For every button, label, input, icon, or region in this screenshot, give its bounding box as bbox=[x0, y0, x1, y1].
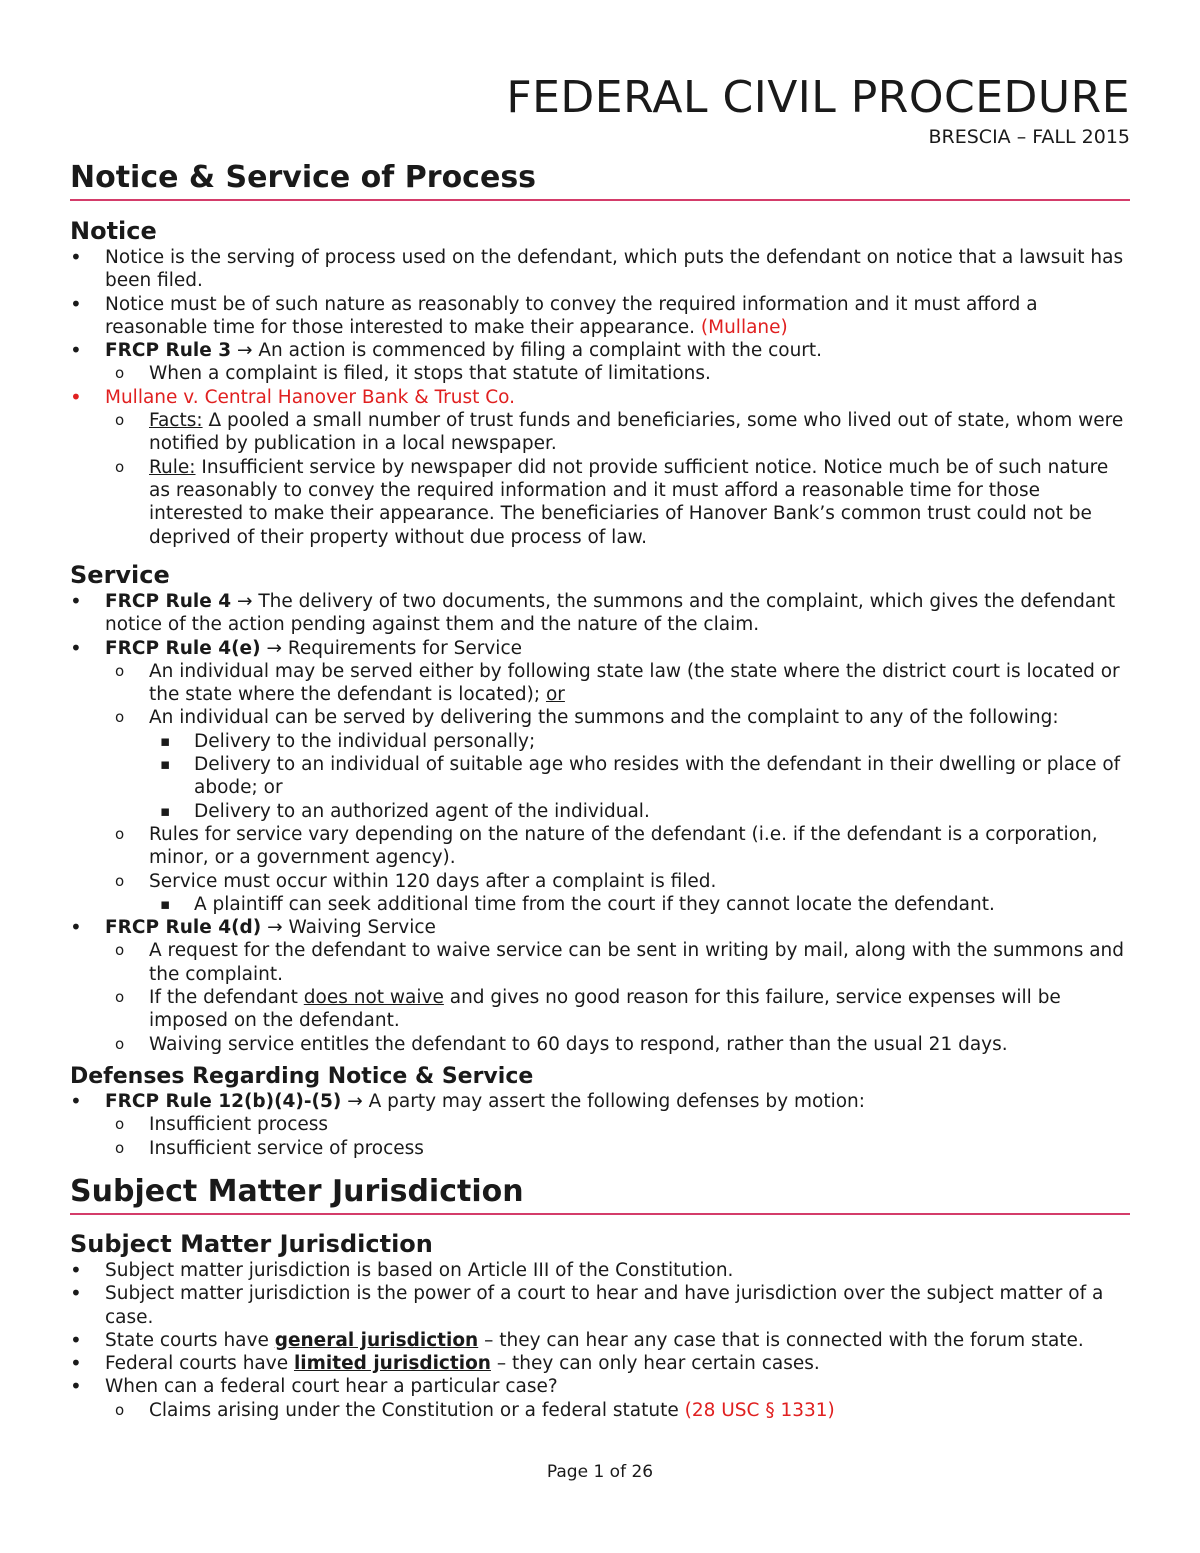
notice-list bbox=[70, 246, 1130, 549]
list-item: o If the defendant does not waive and gives no good reason for this failure, service expenses will be imposed on the defendant. bbox=[70, 986, 1130, 1033]
list-item: • Federal courts have limited jurisdiction – they can only hear certain cases. bbox=[70, 1352, 1130, 1375]
smj-list bbox=[70, 1259, 1130, 1422]
case-citation: (Mullane) bbox=[700, 316, 788, 338]
list-item: • Notice is the serving of process used on the defendant, which puts the defendant on notice that a lawsuit has been filed. bbox=[70, 246, 1130, 293]
service-heading: Service bbox=[70, 561, 170, 589]
list-item: o Insufficient process bbox=[70, 1113, 1130, 1136]
defenses-heading: Defenses Regarding Notice & Service bbox=[70, 1064, 534, 1089]
list-item: • FRCP Rule 4 → The delivery of two documents, the summons and the complaint, which gives the defendant notice of the action pending against them and the nature of the claim. bbox=[70, 590, 1130, 637]
list-item: o Rules for service vary depending on the nature of the defendant (i.e. if the defendant is a corporation, minor, or a government agency). bbox=[70, 823, 1130, 870]
list-item: • Subject matter jurisdiction is based on Article III of the Constitution. bbox=[70, 1259, 1130, 1282]
list-item: • State courts have general jurisdiction – they can hear any case that is connected with the forum state. bbox=[70, 1329, 1130, 1352]
list-item: • Subject matter jurisdiction is the power of a court to hear and have jurisdiction over the subject matter of a case. bbox=[70, 1282, 1130, 1329]
list-item: ▪ Delivery to an individual of suitable age who resides with the defendant in their dwelling or place of abode; or bbox=[70, 753, 1130, 800]
section-title: Subject Matter Jurisdiction bbox=[70, 1174, 1130, 1215]
list-item: o Waiving service entitles the defendant to 60 days to respond, rather than the usual 21 days. bbox=[70, 1033, 1130, 1056]
service-list bbox=[70, 590, 1130, 1056]
list-item: ▪ A plaintiff can seek additional time from the court if they cannot locate the defendant. bbox=[70, 893, 1130, 916]
service-block bbox=[70, 560, 1130, 1056]
list-item: • FRCP Rule 4(e) → Requirements for Service bbox=[70, 637, 1130, 660]
section-notice-service bbox=[70, 160, 1130, 201]
smj-heading: Subject Matter Jurisdiction bbox=[70, 1230, 433, 1258]
list-item: • Notice must be of such nature as reasonably to convey the required information and it must afford a reasonable time for those interested to make their appearance. (Mullane) bbox=[70, 293, 1130, 340]
notice-block bbox=[70, 216, 1130, 549]
list-item: ▪ Delivery to an authorized agent of the individual. bbox=[70, 800, 1130, 823]
list-item: o Facts: Δ pooled a small number of trust funds and beneficiaries, some who lived out of state, whom were notified by publication in a local newspaper. bbox=[70, 409, 1130, 456]
list-item: • FRCP Rule 3 → An action is commenced by filing a complaint with the court. bbox=[70, 339, 1130, 362]
list-item: o Service must occur within 120 days after a complaint is filed. bbox=[70, 870, 1130, 893]
case-name: • Mullane v. Central Hanover Bank & Trust Co. bbox=[70, 386, 1130, 409]
smj-block bbox=[70, 1229, 1130, 1422]
section-subject-matter bbox=[70, 1174, 1130, 1215]
list-item: o Rule: Insufficient service by newspaper did not provide sufficient notice. Notice much be of such nature as reasonably to convey the required information and it must afford a reasonable time for those interested to make their appearance. The beneficiaries of Hanover Bank’s common trust could not be deprived of their property without due process of law. bbox=[70, 456, 1130, 549]
list-item: o A request for the defendant to waive service can be sent in writing by mail, along with the summons and the complaint. bbox=[70, 939, 1130, 986]
section-title: Notice & Service of Process bbox=[70, 160, 1130, 201]
list-item: o When a complaint is filed, it stops that statute of limitations. bbox=[70, 362, 1130, 385]
defenses-block bbox=[70, 1064, 1130, 1160]
page-number: Page 1 of 26 bbox=[546, 1462, 654, 1482]
list-item: o Insufficient service of process bbox=[70, 1137, 1130, 1160]
document-title: FEDERAL CIVIL PROCEDURE bbox=[506, 72, 1130, 123]
list-item: o An individual can be served by delivering the summons and the complaint to any of the following: bbox=[70, 706, 1130, 729]
defenses-list bbox=[70, 1090, 1130, 1160]
list-item: o An individual may be served either by following state law (the state where the district court is located or the state where the defendant is located); or bbox=[70, 660, 1130, 707]
list-item: • When can a federal court hear a particular case? bbox=[70, 1375, 1130, 1398]
list-item: o Claims arising under the Constitution or a federal statute (28 USC § 1331) bbox=[70, 1399, 1130, 1422]
list-item: • FRCP Rule 4(d) → Waiving Service bbox=[70, 916, 1130, 939]
statute-citation: (28 USC § 1331) bbox=[684, 1399, 835, 1421]
list-item: • FRCP Rule 12(b)(4)-(5) → A party may assert the following defenses by motion: bbox=[70, 1090, 1130, 1113]
document-subtitle: BRESCIA – FALL 2015 bbox=[928, 126, 1130, 148]
notice-heading: Notice bbox=[70, 217, 157, 245]
list-item: ▪ Delivery to the individual personally; bbox=[70, 730, 1130, 753]
